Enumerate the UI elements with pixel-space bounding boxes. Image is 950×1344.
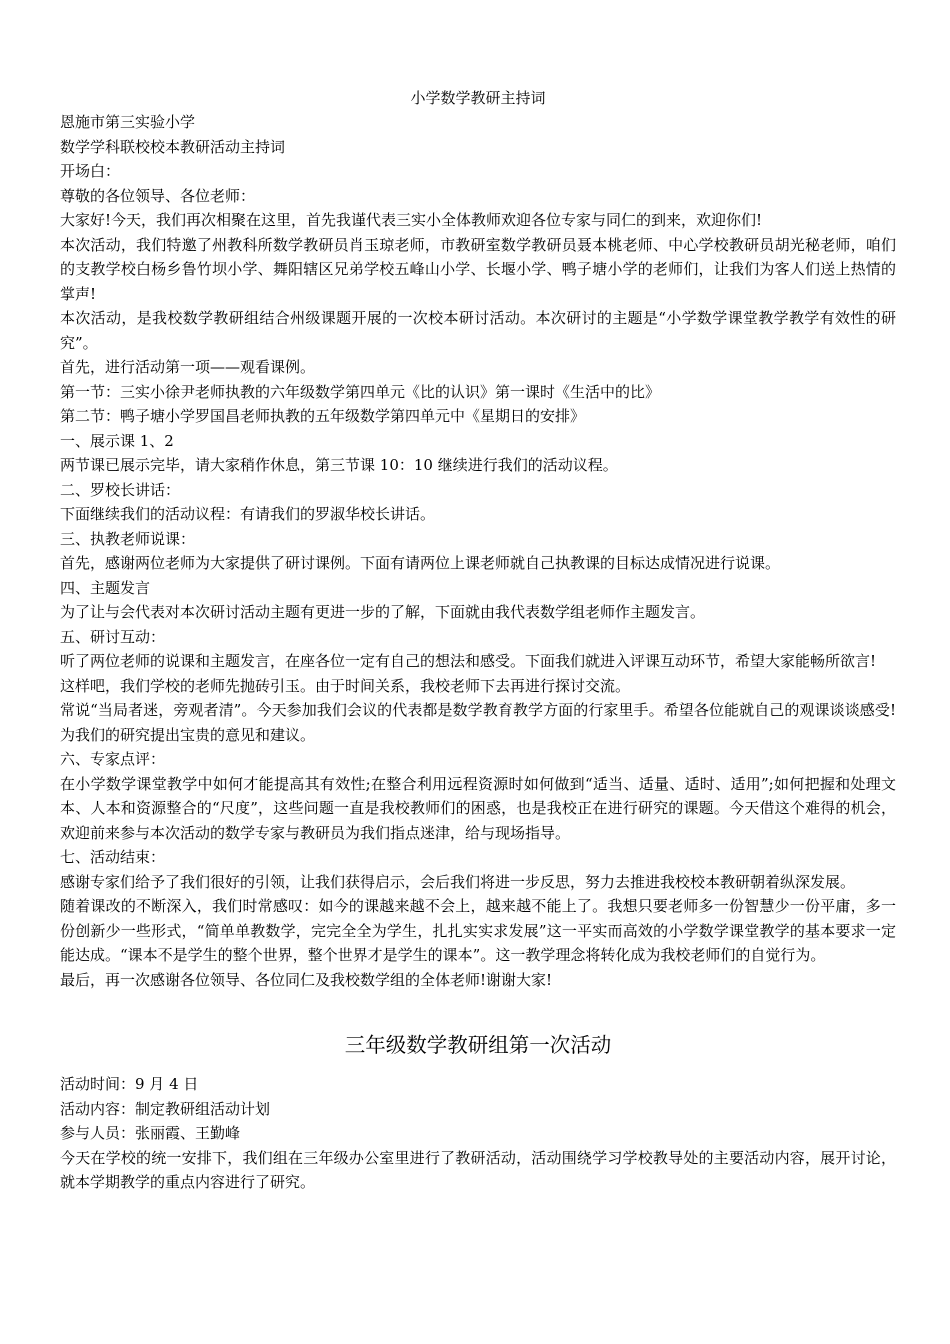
paragraph: 尊敬的各位领导、各位老师： [60, 186, 256, 205]
paragraph: 一、展示课 1、2 [60, 431, 174, 450]
paragraph: 本次活动，我们特邀了州教科所数学教研员肖玉琼老师，市教研室数学教研员聂本桃老师、中心学校教研员胡光秘老师，咱们的支教学校白杨乡鲁竹坝小学、舞阳辖区兄弟学校五峰山小学、长堰小学、鸭子塘小学的老师们，让我们为客人们送上热情的掌声! [60, 235, 896, 303]
paragraph: 下面继续我们的活动议程：有请我们的罗淑华校长讲话。 [60, 505, 436, 523]
paragraph: 听了两位老师的说课和主题发言，在座各位一定有自己的想法和感受。下面我们就进入评课互动环节，希望大家能畅所欲言! [60, 652, 877, 670]
paragraph: 首先，感谢两位老师为大家提供了研讨课例。下面有请两位上课老师就自己执教课的目标达成情况进行说课。 [60, 554, 781, 572]
paragraph: 七、活动结束： [60, 848, 166, 866]
paragraph: 感谢专家们给予了我们很好的引领，让我们获得启示，会后我们将进一步反思，努力去推进我校校本教研朝着纵深发展。 [60, 872, 856, 891]
paragraph: 在小学数学课堂教学中如何才能提高其有效性;在整合利用远程资源时如何做到“适当、适量、适时、适用”;如何把握和处理文本、人本和资源整合的“尺度”，这些问题一直是我校教师们的困惑，也是我校正在进行研究的课题。今天借这个难得的机会，欢迎前来参与本次活动的数学专家与教研员为我们指点迷津，给与现场指导。 [60, 774, 896, 842]
activity-record [60, 1072, 896, 1195]
paragraph: 最后，再一次感谢各位领导、各位同仁及我校数学组的全体老师!谢谢大家! [60, 970, 553, 989]
paragraph: 恩施市第三实验小学 [60, 113, 196, 131]
paragraph: 二、罗校长讲话： [60, 480, 181, 499]
speech-body [60, 110, 896, 992]
paragraph: 本次活动，是我校数学教研组结合州级课题开展的一次校本研讨活动。本次研讨的主题是“小学数学课堂教学教学有效性的研究”。 [60, 309, 896, 352]
paragraph: 四、主题发言 [60, 578, 151, 597]
paragraph: 这样吧，我们学校的老师先抛砖引玉。由于时间关系，我校老师下去再进行探讨交流。 [60, 676, 631, 695]
paragraph: 第二节：鸭子塘小学罗国昌老师执教的五年级数学第四单元中《星期日的安排》 [60, 407, 586, 425]
paragraph: 随着课改的不断深入，我们时常感叹：如今的课越来越不会上，越来越不能上了。我想只要老师多一份智慧少一份平庸，多一份创新少一些形式，“简单单教数学，完完全全为学生，扎扎实实求发展”这一平实而高效的小学数学课堂教学的基本要求一定能达成。“课本不是学生的整个世界，整个世界才是学生的课本”。这一教学理念将转化成为我校老师们的自觉行为。 [60, 897, 896, 964]
paragraph: 活动内容：制定教研组活动计划 [60, 1099, 271, 1118]
paragraph: 常说“当局者迷，旁观者清”。今天参加我们会议的代表都是数学教育教学方面的行家里手。希望各位能就自己的观课谈谈感受!为我们的研究提出宝贵的意见和建议。 [60, 701, 896, 744]
paragraph: 开场白： [60, 162, 121, 180]
paragraph: 六、专家点评： [60, 750, 166, 768]
document-page [60, 86, 896, 1195]
paragraph: 三、执教老师说课： [60, 529, 196, 548]
paragraph: 数学学科联校校本教研活动主持词 [60, 137, 286, 156]
paragraph: 首先，进行活动第一项——观看课例。 [60, 358, 316, 376]
paragraph: 两节课已展示完毕，请大家稍作休息，第三节课 10：10 继续进行我们的活动议程。 [60, 456, 618, 474]
paragraph: 五、研讨互动： [60, 627, 166, 646]
paragraph: 为了让与会代表对本次研讨活动主题有更进一步的了解，下面就由我代表数学组老师作主题发言。 [60, 603, 706, 621]
paragraph: 今天在学校的统一安排下，我们组在三年级办公室里进行了教研活动，活动围绕学习学校教导处的主要活动内容，展开讨论，就本学期教学的重点内容进行了研究。 [60, 1148, 896, 1191]
section-title: 三年级数学教研组第一次活动 [344, 1033, 612, 1057]
paragraph: 大家好!今天，我们再次相聚在这里，首先我谨代表三实小全体教师欢迎各位专家与同仁的到来，欢迎你们! [60, 211, 763, 229]
paragraph: 第一节：三实小徐尹老师执教的六年级数学第四单元《比的认识》第一课时《生活中的比》 [60, 382, 661, 401]
document-title: 小学数学教研主持词 [410, 89, 546, 107]
paragraph: 参与人员：张丽霞、王勤峰 [60, 1124, 241, 1142]
paragraph: 活动时间：9 月 4 日 [60, 1075, 199, 1093]
